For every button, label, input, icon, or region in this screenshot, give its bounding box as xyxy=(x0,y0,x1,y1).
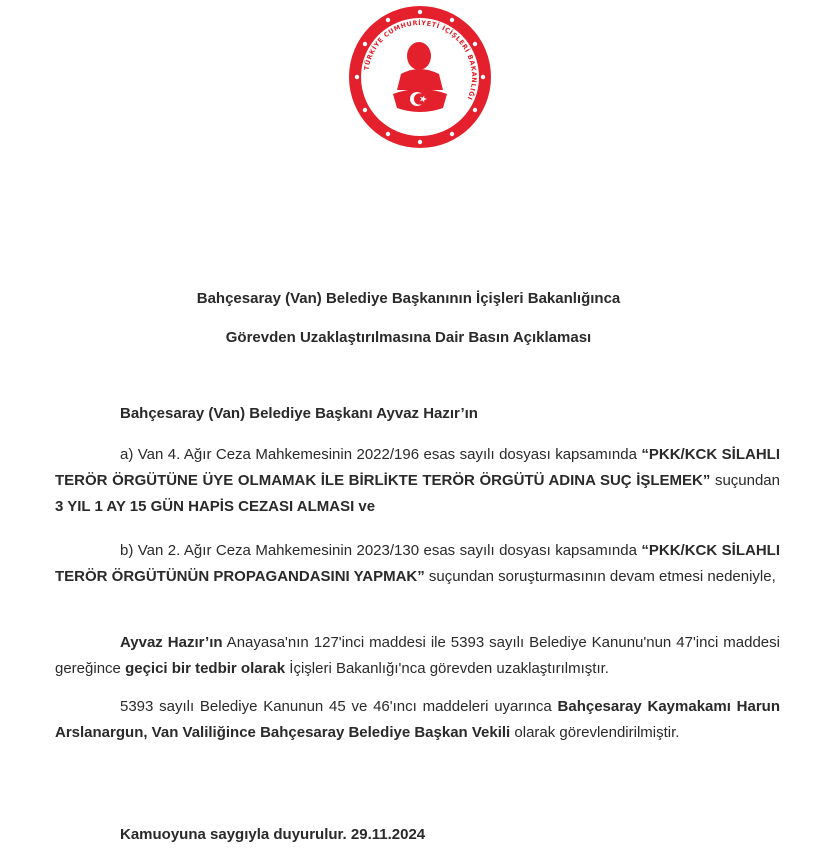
item-a-charge: “PKK/KCK SİLAHLI TERÖR ÖRGÜTÜNE ÜYE OLMAMAK İLE BİRLİKTE TERÖR ÖRGÜTÜ ADINA SUÇ İŞLEMEK” xyxy=(55,446,780,489)
appointment-text-1: 5393 sayılı Belediye Kanunun 45 ve 46'ıncı maddeleri uyarınca xyxy=(120,698,558,715)
document-title-line-2: Görevden Uzaklaştırılmasına Dair Basın Açıklaması xyxy=(225,329,592,346)
item-b-charge: “PKK/KCK SİLAHLI TERÖR ÖRGÜTÜNÜN PROPAGANDASINI YAPMAK” xyxy=(55,542,780,585)
appointment-paragraph xyxy=(55,694,780,746)
closing-paragraph xyxy=(55,822,780,848)
decision-text-2: İçişleri Bakanlığı'nca görevden uzaklaştırılmıştır. xyxy=(285,660,609,677)
appointment-text-2: olarak görevlendirilmiştir. xyxy=(510,724,680,741)
item-b-text-2: suçundan soruşturmasının devam etmesi nedeniyle, xyxy=(424,568,776,585)
decision-name: Ayvaz Hazır’ın xyxy=(120,634,223,651)
item-a-text-2: suçundan xyxy=(710,472,780,489)
seal-text: TÜRKİYE CUMHURİYETİ İÇİŞLERİ BAKANLIĞI xyxy=(362,18,479,102)
intro-paragraph xyxy=(55,401,780,427)
item-a-sentence: 3 YIL 1 AY 15 GÜN HAPİS CEZASI ALMASI ve xyxy=(55,498,376,515)
appointment-official: Bahçesaray Kaymakamı Harun Arslanargun, Van Valiliğince Bahçesaray Belediye Başkan Vekili xyxy=(55,698,780,741)
ministry-seal-logo xyxy=(347,4,493,150)
item-a-paragraph xyxy=(55,442,780,520)
decision-paragraph xyxy=(55,630,780,682)
document-title-line-1: Bahçesaray (Van) Belediye Başkanının İçişleri Bakanlığınca xyxy=(196,290,621,307)
intro-text: Bahçesaray (Van) Belediye Başkanı Ayvaz Hazır’ın xyxy=(120,405,478,422)
closing-text: Kamuoyuna saygıyla duyurulur. 29.11.2024 xyxy=(120,826,426,843)
decision-measure: geçici bir tedbir olarak xyxy=(125,660,286,677)
item-b-text-1: b) Van 2. Ağır Ceza Mahkemesinin 2023/130 esas sayılı dosyası kapsamında xyxy=(120,542,642,559)
decision-text-1: Anayasa'nın 127'inci maddesi ile 5393 sayılı Belediye Kanunu'nun 47'inci maddesi gereğince xyxy=(55,634,780,677)
item-a-text-1: a) Van 4. Ağır Ceza Mahkemesinin 2022/196 esas sayılı dosyası kapsamında xyxy=(120,446,642,463)
item-b-paragraph xyxy=(55,538,780,590)
